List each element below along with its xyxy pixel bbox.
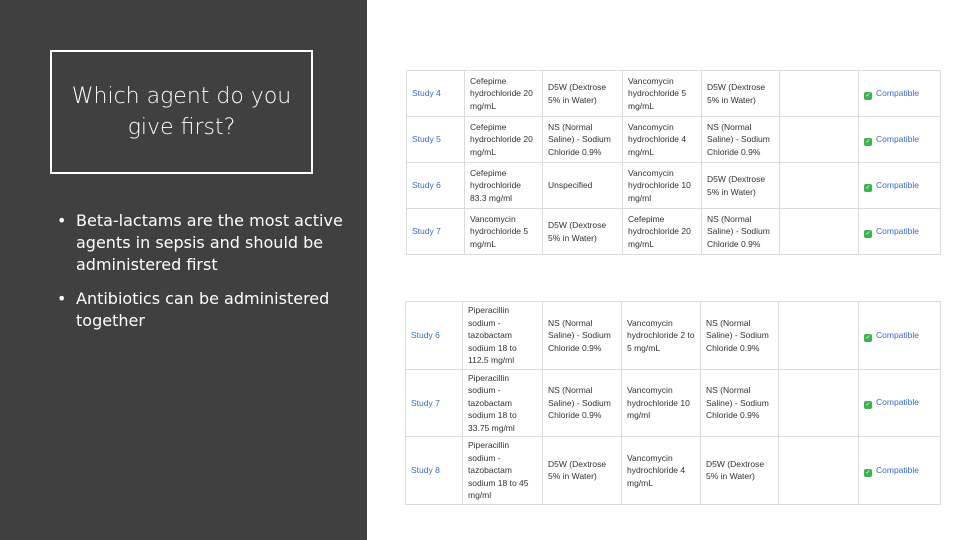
compatibility-cell	[859, 163, 941, 209]
compatible-link[interactable]: Compatible	[876, 464, 919, 475]
bullet-item	[56, 210, 356, 276]
compatibility-cell	[859, 71, 941, 117]
check-icon: ✓	[865, 402, 871, 409]
check-icon: ✓	[865, 185, 871, 191]
table-row	[407, 209, 941, 255]
drug-cell: Vancomycin hydrochloride 4 mg/mL	[623, 117, 702, 163]
compatibility-cell	[859, 369, 941, 437]
drug-cell: Vancomycin hydrochloride 10 mg/ml	[623, 163, 702, 209]
bullet-dot: •	[57, 211, 67, 230]
check-icon: ✓	[865, 231, 871, 237]
check-icon: ✓	[865, 469, 871, 476]
diluent-cell: NS (Normal Saline) - Sodium Chloride 0.9%	[701, 369, 779, 437]
compatibility-table-piperacillin	[405, 301, 941, 505]
study-link[interactable]: Study 6	[407, 163, 465, 209]
compatibility-cell	[859, 437, 941, 505]
table-row	[406, 369, 941, 437]
drug-cell: Cefepime hydrochloride 20 mg/mL	[465, 117, 543, 163]
diluent-cell: NS (Normal Saline) - Sodium Chloride 0.9%	[543, 302, 622, 370]
empty-cell	[779, 369, 859, 437]
drug-cell: Cefepime hydrochloride 20 mg/mL	[623, 209, 702, 255]
empty-cell	[779, 302, 859, 370]
drug-cell: Cefepime hydrochloride 83.3 mg/ml	[465, 163, 543, 209]
compatibility-table-cefepime	[406, 70, 941, 255]
table-row	[407, 117, 941, 163]
compatible-link[interactable]: Compatible	[876, 88, 919, 98]
table-row	[406, 302, 941, 370]
drug-cell: Vancomycin hydrochloride 10 mg/ml	[622, 369, 701, 437]
drug-cell: Piperacillin sodium -tazobactam sodium 18 to 45 mg/ml	[463, 437, 543, 505]
check-icon: ✓	[865, 334, 871, 341]
compatible-link[interactable]: Compatible	[876, 134, 919, 144]
drug-cell: Piperacillin sodium -tazobactam sodium 18 to 112.5 mg/ml	[463, 302, 543, 370]
drug-cell: Vancomycin hydrochloride 4 mg/mL	[622, 437, 701, 505]
empty-cell	[780, 117, 859, 163]
drug-cell: Vancomycin hydrochloride 5 mg/mL	[623, 71, 702, 117]
study-link[interactable]: Study 6	[406, 302, 463, 370]
compatibility-cell	[859, 209, 941, 255]
diluent-cell: NS (Normal Saline) - Sodium Chloride 0.9%	[702, 209, 780, 255]
bullet-item	[56, 288, 356, 332]
diluent-cell: NS (Normal Saline) - Sodium Chloride 0.9%	[543, 369, 622, 437]
drug-cell: Vancomycin hydrochloride 2 to 5 mg/mL	[622, 302, 701, 370]
empty-cell	[780, 71, 859, 117]
drug-cell: Vancomycin hydrochloride 5 mg/mL	[465, 209, 543, 255]
check-icon: ✓	[865, 139, 871, 145]
drug-cell: Piperacillin sodium -tazobactam sodium 18 to 33.75 mg/ml	[463, 369, 543, 437]
compatible-link[interactable]: Compatible	[876, 329, 919, 340]
study-link[interactable]: Study 7	[407, 209, 465, 255]
diluent-cell: D5W (Dextrose 5% in Water)	[543, 71, 623, 117]
diluent-cell: D5W (Dextrose 5% in Water)	[702, 71, 780, 117]
compatibility-cell	[859, 302, 941, 370]
diluent-cell: NS (Normal Saline) - Sodium Chloride 0.9%	[543, 117, 623, 163]
empty-cell	[780, 163, 859, 209]
study-link[interactable]: Study 8	[406, 437, 463, 505]
diluent-cell: NS (Normal Saline) - Sodium Chloride 0.9%	[702, 117, 780, 163]
slide-title: Which agent do you give first?	[71, 84, 292, 140]
check-icon: ✓	[865, 93, 871, 99]
bullet-text: Beta-lactams are the most active agents in sepsis and should be administered first	[76, 211, 343, 274]
left-panel	[0, 0, 367, 540]
bullet-text: Antibiotics can be administered together	[76, 289, 330, 330]
diluent-cell: D5W (Dextrose 5% in Water)	[543, 437, 622, 505]
empty-cell	[779, 437, 859, 505]
study-link[interactable]: Study 7	[406, 369, 463, 437]
diluent-cell: Unspecified	[543, 163, 623, 209]
bullet-dot: •	[57, 289, 67, 308]
table-row	[407, 163, 941, 209]
diluent-cell: D5W (Dextrose 5% in Water)	[543, 209, 623, 255]
compatible-link[interactable]: Compatible	[876, 180, 919, 190]
compatibility-cell	[859, 117, 941, 163]
compatible-link[interactable]: Compatible	[876, 397, 919, 408]
bullet-list	[56, 210, 356, 344]
drug-cell: Cefepime hydrochloride 20 mg/mL	[465, 71, 543, 117]
title-box	[50, 50, 313, 174]
diluent-cell: NS (Normal Saline) - Sodium Chloride 0.9%	[701, 302, 779, 370]
study-link[interactable]: Study 5	[407, 117, 465, 163]
study-link[interactable]: Study 4	[407, 71, 465, 117]
table-row	[407, 71, 941, 117]
table-row	[406, 437, 941, 505]
empty-cell	[780, 209, 859, 255]
compatible-link[interactable]: Compatible	[876, 226, 919, 236]
diluent-cell: D5W (Dextrose 5% in Water)	[701, 437, 779, 505]
diluent-cell: D5W (Dextrose 5% in Water)	[702, 163, 780, 209]
